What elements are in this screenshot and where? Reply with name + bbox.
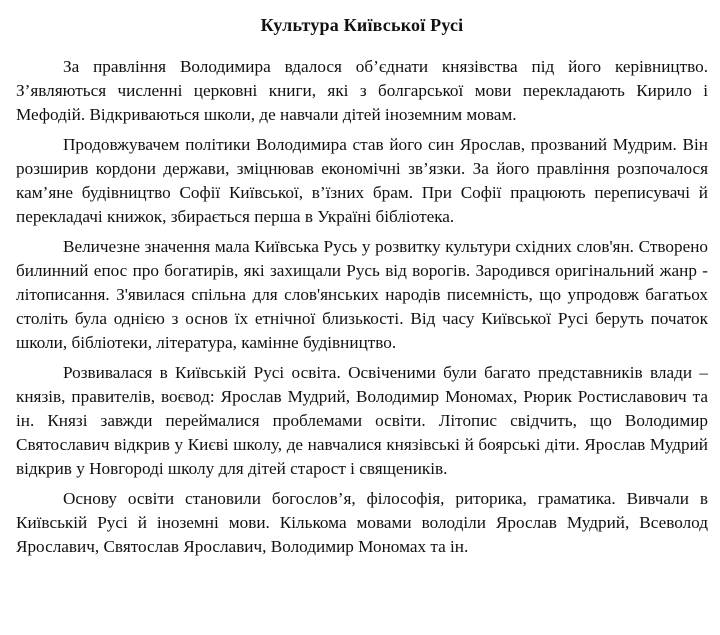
paragraph-volodymyr: За правління Володимира вдалося об’єднати князівства під його керівництво. З’являються численні церковні книги, які з болгарської мови перекладають Кирило і Мефодій. Відкриваються школи, де навчали дітей іноземним мовам. (16, 57, 708, 124)
document-page (16, 0, 708, 635)
document-title: Культура Київської Русі (260, 15, 464, 35)
paragraph-culture-significance: Величезне значення мала Київська Русь у розвитку культури східних слов'ян. Створено билинний епос про богатирів, які захищали Русь від ворогів. Зародився оригінальний жанр - літописання. З'явилася спільна для слов'янських народів писемність, що упродовж багатьох століть була однією з основ їх етнічної близькості. Від часу Київської Русі беруть початок школи, бібліотеки, література, камінне будівництво. (16, 237, 708, 352)
paragraph-education: Розвивалася в Київській Русі освіта. Освіченими були багато представників влади – князів, правителів, воєвод: Ярослав Мудрий, Володимир Мономах, Рюрик Ростиславович та ін. Князі завжди переймалися проблемами освіти. Літопис свідчить, що Володимир Святославич відкрив у Києві школу, де навчалися князівські й боярські діти. Ярослав Мудрий відкрив у Новгороді школу для дітей старост і священиків. (16, 363, 708, 478)
paragraph-education-basis: Основу освіти становили богослов’я, філософія, риторика, граматика. Вивчали в Київській Русі й іноземні мови. Кількома мовами володіли Ярослав Мудрий, Всеволод Ярославич, Святослав Ярославич, Володимир Мономах та ін. (16, 489, 708, 556)
paragraph-yaroslav: Продовжувачем політики Володимира став його син Ярослав, прозваний Мудрим. Він розширив кордони держави, зміцнював економічні зв’язки. За його правління розпочалося кам’яне будівництво Софії Київської, в’їзних брам. При Софії працюють переписувачі й перекладачі книжок, збирається перша в Україні бібліотека. (16, 135, 708, 226)
